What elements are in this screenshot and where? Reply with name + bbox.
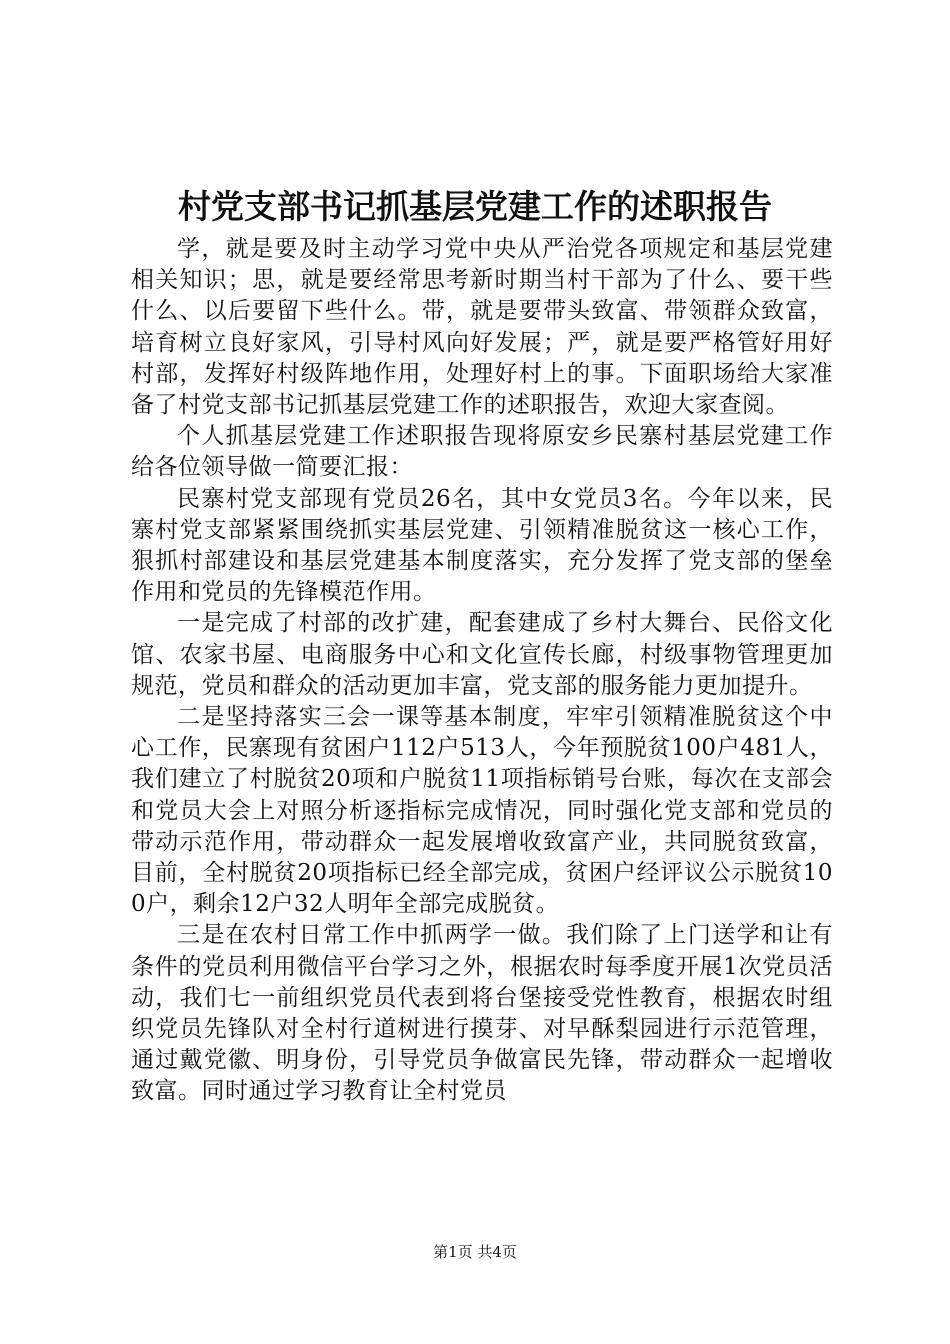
paragraph-point-two: 二是坚持落实三会一课等基本制度，牢牢引领精准脱贫这个中心工作，民寨现有贫困户112户513人，今年预脱贫100户481人，我们建立了村脱贫20项和户脱贫11项指标销号台账，每次在支部会和党员大会上对照分析逐指标完成情况，同时强化党支部和党员的带动示范作用，带动群众一起发展增收致富产业，共同脱贫致富，目前，全村脱贫20项指标已经全部完成，贫困户经评议公示脱贫100户，剩余12户32人明年全部完成脱贫。 [131,704,833,918]
paragraph-point-one: 一是完成了村部的改扩建，配套建成了乡村大舞台、民俗文化馆、农家书屋、电商服务中心和文化宣传长廊，村级事物管理更加规范，党员和群众的活动更加丰富，党支部的服务能力更加提升。 [131,610,833,699]
page-number-footer: 第1页 共4页 [433,1243,517,1261]
paragraph-party-members: 民寨村党支部现有党员26名，其中女党员3名。今年以来，民寨村党支部紧紧围绕抓实基层党建、引领精准脱贫这一核心工作，狠抓村部建设和基层党建基本制度落实，充分发挥了党支部的堡垒作用和党员的先锋模范作用。 [131,485,833,606]
paragraph-report-opening: 个人抓基层党建工作述职报告现将原安乡民寨村基层党建工作给各位领导做一简要汇报： [131,423,833,481]
document-title: 村党支部书记抓基层党建工作的述职报告 [178,187,772,226]
paragraph-intro: 学，就是要及时主动学习党中央从严治党各项规定和基层党建相关知识；思，就是要经常思考新时期当村干部为了什么、要干些什么、以后要留下些什么。带，就是要带头致富、带领群众致富，培育树立良好家风，引导村风向好发展；严，就是要严格管好用好村部，发挥好村级阵地作用，处理好村上的事。下面职场给大家准备了村党支部书记抓基层党建工作的述职报告，欢迎大家查阅。 [131,236,833,419]
paragraph-point-three: 三是在农村日常工作中抓两学一做。我们除了上门送学和让有条件的党员利用微信平台学习之外，根据农时每季度开展1次党员活动，我们七一前组织党员代表到将台堡接受党性教育，根据农时组织党员先锋队对全村行道树进行摸芽、对早酥梨园进行示范管理，通过戴党徽、明身份，引导党员争做富民先锋，带动群众一起增收致富。同时通过学习教育让全村党员 [131,922,833,1105]
document-body [131,234,833,1108]
